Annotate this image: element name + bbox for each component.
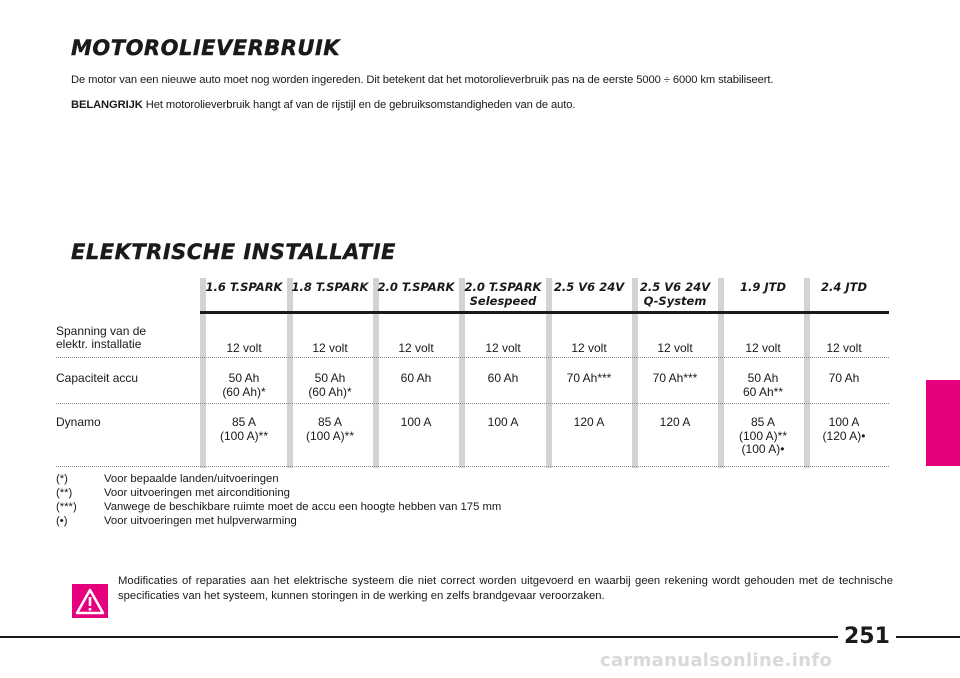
- cell-value: 60 Ah: [487, 371, 519, 385]
- footnote-text: Vanwege de beschikbare ruimte moet de accu een hoogte hebben van 175 mm: [104, 501, 502, 513]
- column-header-line1: 2.0 T.SPARK: [464, 280, 542, 294]
- footnote: [56, 472, 501, 486]
- cell-value: (60 Ah)*: [222, 384, 266, 399]
- footnote-text: Voor uitvoeringen met hulpverwarming: [104, 515, 297, 527]
- column-header: [201, 280, 287, 294]
- column-header: [373, 280, 459, 294]
- cell-value: 100 A: [487, 415, 519, 429]
- important-text: Het motorolieverbruik hangt af van de rijstijl en de gebruiksomstandigheden van de auto.: [145, 99, 576, 111]
- row-rule: [56, 357, 889, 358]
- table-cell: [546, 416, 632, 430]
- table-cell: [460, 416, 546, 430]
- table-cell: [373, 372, 459, 386]
- row-label: [56, 325, 146, 351]
- intro-text: De motor van een nieuwe auto moet nog worden ingereden. Dit betekent dat het motorolieverbruik pas na de eerste 5000 ÷ 6000 km stabiliseert.: [71, 74, 774, 86]
- row-rule: [56, 466, 889, 467]
- table-cell: [460, 342, 546, 356]
- cell-value: 85 A: [317, 415, 343, 429]
- table-cell: [801, 372, 887, 386]
- column-header-line1: 1.8 T.SPARK: [291, 280, 369, 294]
- cell-value: 12 volt: [312, 341, 348, 355]
- footnote-mark: (*): [56, 473, 68, 485]
- table-cell: [287, 372, 373, 399]
- column-header: [801, 280, 887, 294]
- cell-value: 12 volt: [226, 341, 262, 355]
- table-cell: [373, 342, 459, 356]
- column-header: [460, 280, 546, 308]
- cell-value: 50 Ah: [314, 371, 346, 385]
- table-cell: [720, 342, 806, 356]
- row-label-line: Capaciteit accu: [56, 371, 139, 385]
- cell-value: 50 Ah: [747, 371, 779, 385]
- cell-value: 85 A: [750, 415, 776, 429]
- cell-value: (60 Ah)*: [308, 384, 352, 399]
- footnote: [56, 514, 501, 528]
- cell-value: (100 A)**: [305, 428, 355, 443]
- cell-value: 120 A: [659, 415, 691, 429]
- warning-triangle-icon: [72, 584, 108, 618]
- section-title: ELEKTRISCHE INSTALLATIE: [71, 240, 396, 264]
- table-cell: [801, 416, 887, 443]
- footnote: [56, 500, 501, 514]
- column-header: [546, 280, 632, 294]
- column-header: [287, 280, 373, 294]
- table-cell: [632, 416, 718, 430]
- cell-value: 12 volt: [485, 341, 521, 355]
- cell-value: 12 volt: [826, 341, 862, 355]
- header-rule: [200, 311, 889, 314]
- row-rule: [56, 403, 889, 404]
- column-header: [720, 280, 806, 294]
- table-cell: [632, 342, 718, 356]
- footnotes: [56, 472, 501, 528]
- page-title: MOTOROLIEVERBRUIK: [71, 36, 341, 60]
- cell-value: 50 Ah: [228, 371, 260, 385]
- footnote-mark: (***): [56, 501, 77, 513]
- column-header: [632, 280, 718, 308]
- footnote-mark: (**): [56, 487, 73, 499]
- watermark: carmanualsonline.info: [600, 650, 833, 671]
- row-label: [56, 372, 138, 385]
- column-header-line2: Selespeed: [469, 294, 537, 308]
- cell-value: 85 A: [231, 415, 257, 429]
- footnote-text: Voor bepaalde landen/uitvoeringen: [104, 473, 279, 485]
- cell-value: 120 A: [573, 415, 605, 429]
- table-cell: [720, 372, 806, 399]
- row-label-line: Dynamo: [56, 415, 101, 429]
- column-header-line1: 2.4 JTD: [820, 280, 868, 294]
- footnote-text: Voor uitvoeringen met airconditioning: [104, 487, 290, 499]
- column-header-line2: Q-System: [643, 294, 707, 308]
- column-header-line1: 2.0 T.SPARK: [377, 280, 455, 294]
- table-cell: [201, 416, 287, 443]
- table-cell: [373, 416, 459, 430]
- table-cell: [287, 342, 373, 356]
- footer-rule: [0, 636, 960, 638]
- table-cell: [632, 372, 718, 386]
- table-cell: [801, 342, 887, 356]
- cell-value: 100 A: [400, 415, 432, 429]
- row-label-line: Spanning van de: [56, 324, 147, 338]
- table-cell: [287, 416, 373, 443]
- cell-value: 70 Ah***: [566, 371, 612, 385]
- table-cell: [546, 372, 632, 386]
- cell-value: 12 volt: [657, 341, 693, 355]
- cell-value: 100 A: [828, 415, 860, 429]
- important-label: BELANGRIJK: [71, 99, 143, 111]
- cell-value: 70 Ah: [828, 371, 860, 385]
- cell-value: (100 A)•: [741, 442, 785, 456]
- row-label-line: elektr. installatie: [56, 337, 142, 351]
- table-cell: [460, 372, 546, 386]
- table-cell: [201, 372, 287, 399]
- footnote-mark: (•): [56, 515, 68, 527]
- table-cell: [201, 342, 287, 356]
- column-header-line1: 2.5 V6 24V: [639, 280, 711, 294]
- cell-value: (100 A)**: [219, 428, 269, 443]
- section-tab-marker: [926, 380, 960, 466]
- cell-value: 70 Ah***: [652, 371, 698, 385]
- column-header-line1: 1.9 JTD: [739, 280, 787, 294]
- row-label: [56, 416, 101, 429]
- cell-value: 12 volt: [398, 341, 434, 355]
- table-cell: [546, 342, 632, 356]
- column-header-line1: 2.5 V6 24V: [553, 280, 625, 294]
- cell-value: (120 A)•: [822, 428, 866, 443]
- table-cell: [720, 416, 806, 457]
- cell-value: 60 Ah: [400, 371, 432, 385]
- cell-value: 60 Ah**: [742, 384, 784, 399]
- cell-value: 12 volt: [745, 341, 781, 355]
- warning-text: Modificaties of reparaties aan het elektrische systeem die niet correct worden uitgevoerd en waarbij geen rekening wordt gehouden met de technische specificaties van het systeem, kunnen storingen in de werking en zelfs brandgevaar veroorzaken.: [118, 575, 893, 602]
- cell-value: 12 volt: [571, 341, 607, 355]
- cell-value: (100 A)**: [738, 428, 788, 443]
- page-number: 251: [838, 624, 896, 649]
- column-header-line1: 1.6 T.SPARK: [205, 280, 283, 294]
- footnote: [56, 486, 501, 500]
